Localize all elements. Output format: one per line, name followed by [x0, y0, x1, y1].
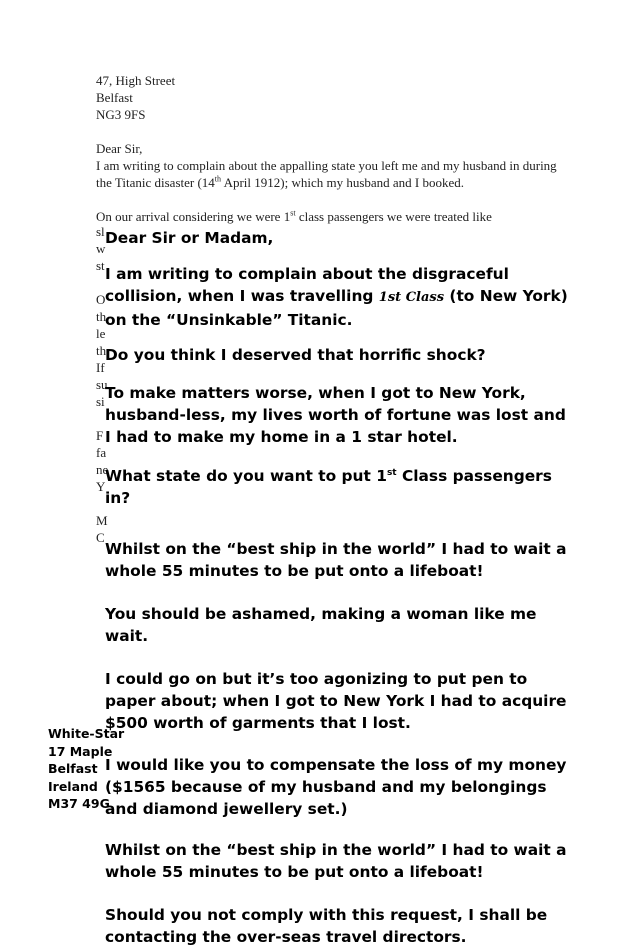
sender-address — [48, 725, 125, 813]
letter-body: Dear Sir, I am writing to complain about the appalling state you left me and my husband in during the Titanic disaster (14th April 1912); which my husband and I booked. — [96, 141, 557, 190]
clipped-lines: sl w st O th le th If su si F fa ne Y M C — [96, 224, 109, 545]
overlay-para-6: You should be ashamed, making a woman like me wait. — [105, 605, 537, 645]
sender-address-line: M37 49G — [48, 796, 110, 811]
letter-salutation: Dear Sir, — [96, 141, 143, 156]
overlay-para-7: I could go on but it’s too agonizing to put pen to paper about; when I got to New York I had to acquire $500 worth of garments that I lost. — [105, 670, 567, 732]
overlay-para-10: Should you not comply with this request, I shall be contacting the over-seas travel directors. — [105, 906, 548, 946]
sender-address-line: 17 Maple — [48, 743, 113, 759]
overlay-para-9: Whilst on the “best ship in the world” I had to wait a whole 55 minutes to be put onto a lifeboat! — [105, 841, 567, 881]
letter-address — [96, 72, 566, 123]
address-line: NG3 9FS — [96, 107, 146, 122]
sender-address-line: Ireland — [48, 778, 98, 794]
overlay-para-3: To make matters worse, when I got to New York, husband-less, my lives worth of fortune was lost and I had to make my home in a 1 star hotel. — [105, 384, 566, 446]
letter-para-1: I am writing to complain about the appalling state you left me and my husband in during the Titanic disaster (14 — [96, 158, 557, 190]
overlay-para-4: What state do you want to put 1st Class passengers in? — [105, 467, 552, 507]
sender-address-line: White-Star — [48, 726, 125, 741]
address-line: Belfast — [96, 90, 133, 105]
overlay-para-5: Whilst on the “best ship in the world” I had to wait a whole 55 minutes to be put onto a lifeboat! — [105, 540, 567, 580]
first-class-label: 1st Class — [378, 290, 445, 305]
complaint-letter-overlay — [105, 227, 575, 948]
letter-para-2: On our arrival considering we were 1st class passengers we were treated like — [96, 208, 492, 224]
overlay-para-8: I would like you to compensate the loss of my money ($1565 because of my husband and my belongings and diamond jewellery set.) — [105, 756, 567, 818]
overlay-para-1: I am writing to complain about the disgraceful collision, when I was travelling 1st Class (to New York) on the “Unsinkable” Titanic. — [105, 265, 568, 329]
overlay-para-2: Do you think I deserved that horrific shock? — [105, 346, 486, 364]
sender-address-line: Belfast — [48, 761, 98, 776]
address-line: 47, High Street — [96, 73, 176, 88]
overlay-greeting: Dear Sir or Madam, — [105, 229, 274, 247]
